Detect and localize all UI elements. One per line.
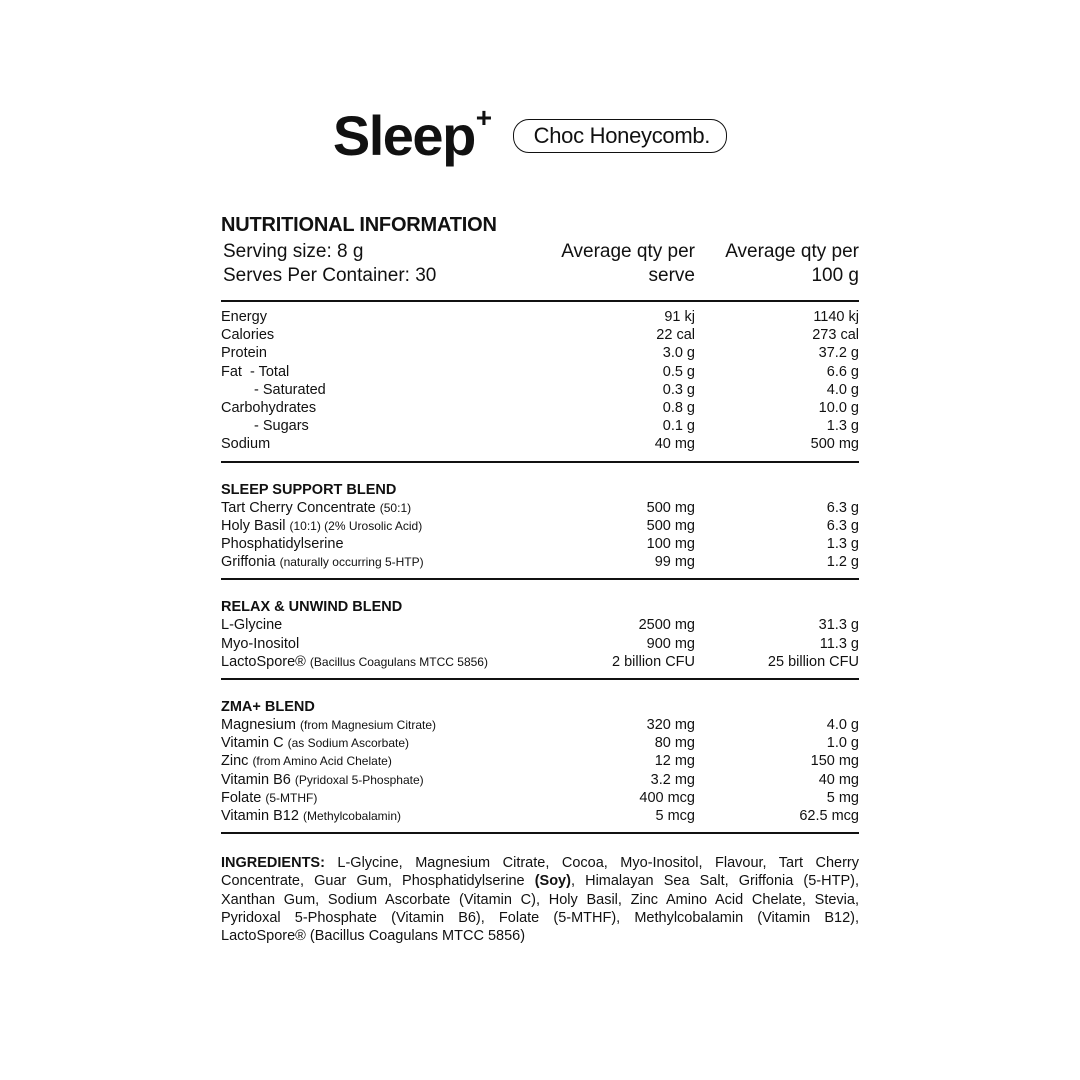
- ingredient-name: Zinc: [221, 753, 249, 770]
- ingredient-row: [221, 635, 859, 653]
- ingredient-row: [221, 553, 859, 571]
- per-serve-value: 91 kj: [664, 309, 695, 325]
- nutrient-name: Protein: [221, 345, 267, 362]
- ingredient-note: (5-MTHF): [265, 790, 318, 805]
- ingredient-row: [221, 789, 859, 807]
- nutrition-section: [221, 302, 859, 463]
- nutrient-name: Energy: [221, 309, 267, 325]
- ingredient-row: [221, 752, 859, 770]
- ingredient-row: [221, 535, 859, 553]
- per-serve-value: 12 mg: [654, 753, 695, 770]
- ingredient-name: Myo-Inositol: [221, 635, 300, 652]
- ingredient-name: Magnesium: [221, 717, 296, 734]
- ingredient-name: L-Glycine: [221, 617, 283, 634]
- nutrition-panel: [221, 214, 859, 945]
- ingredient-name-cell: [221, 807, 535, 825]
- per-100g-value: 500 mg: [810, 436, 859, 453]
- per-100g-value: 37.2 g: [818, 345, 859, 362]
- ingredients-statement: [221, 854, 859, 945]
- nutrient-row: [221, 435, 859, 453]
- per-serve-value: 3.0 g: [662, 345, 695, 362]
- nutrient-row: [221, 344, 859, 362]
- per-100g-value: 1.3 g: [826, 536, 859, 553]
- serves-per-container: Serves Per Container: 30: [223, 265, 437, 286]
- ingredient-row: [221, 653, 859, 671]
- column-header-per-100g: Average qty per 100 g: [725, 241, 859, 286]
- blend-section: [221, 680, 859, 834]
- ingredient-note: (Bacillus Coagulans MTCC 5856): [309, 654, 488, 669]
- ingredient-name-cell: [221, 635, 535, 653]
- ingredient-note: (50:1): [379, 500, 412, 515]
- nutrient-name: Fat - Total: [221, 363, 290, 380]
- ingredient-name-cell: [221, 716, 535, 734]
- ingredient-name-cell: [221, 752, 535, 770]
- per-serve-value: 400 mcg: [639, 789, 695, 806]
- ingredient-name-cell: [221, 535, 535, 553]
- ingredient-name-cell: [221, 653, 535, 671]
- ingredient-note: (Methylcobalamin): [302, 809, 401, 824]
- blends-container: [221, 463, 859, 835]
- per-100g-value: 1.2 g: [826, 554, 859, 571]
- blend-section: [221, 463, 859, 581]
- panel-title: NUTRITIONAL INFORMATION: [221, 214, 497, 236]
- ingredient-name-cell: [221, 616, 535, 634]
- ingredient-row: [221, 734, 859, 752]
- blend-title: RELAX & UNWIND BLEND: [221, 599, 403, 616]
- nutrient-row: [221, 363, 859, 381]
- per-serve-value: 22 cal: [656, 327, 695, 344]
- ingredient-name-cell: [221, 553, 535, 571]
- per-serve-value: 99 mg: [654, 554, 695, 571]
- per-100g-value: 1140 kj: [813, 309, 859, 325]
- ingredient-name: Tart Cherry Concentrate: [221, 499, 376, 516]
- ingredients-label: INGREDIENTS:: [221, 855, 325, 872]
- per-serve-value: 320 mg: [646, 717, 695, 734]
- ingredient-row: [221, 807, 859, 825]
- nutrient-row: [221, 399, 859, 417]
- nutrient-name: Sodium: [221, 436, 271, 453]
- product-header: [0, 102, 1080, 167]
- serving-header: [221, 240, 859, 302]
- ingredient-name: Vitamin C: [221, 735, 284, 752]
- per-serve-value: 2 billion CFU: [612, 653, 695, 670]
- per-serve-value: 0.3 g: [662, 381, 695, 398]
- per-100g-value: 40 mg: [818, 771, 859, 788]
- serving-info: [221, 240, 515, 288]
- per-serve-value: 2500 mg: [638, 617, 695, 634]
- ingredient-name-cell: [221, 734, 535, 752]
- per-serve-value: 80 mg: [654, 735, 695, 752]
- per-100g-value: 62.5 mcg: [799, 808, 859, 825]
- per-serve-value: 5 mcg: [655, 808, 695, 825]
- blend-title: ZMA+ BLEND: [221, 699, 315, 716]
- ingredient-name: Phosphatidylserine: [221, 536, 344, 553]
- blend-title: SLEEP SUPPORT BLEND: [221, 481, 397, 498]
- nutrient-name: - Sugars: [254, 418, 309, 435]
- ingredient-note: (10:1) (2% Urosolic Acid): [289, 518, 423, 533]
- ingredient-name: Vitamin B12: [221, 808, 299, 825]
- ingredient-row: [221, 517, 859, 535]
- flavour-badge: Choc Honeycomb.: [513, 119, 727, 153]
- per-100g-value: 6.6 g: [826, 363, 859, 380]
- nutrient-row: [221, 308, 859, 326]
- per-serve-value: 40 mg: [654, 436, 695, 453]
- blend-section: [221, 580, 859, 680]
- per-serve-value: 3.2 mg: [650, 771, 695, 788]
- column-header-per-serve: Average qty per serve: [561, 241, 695, 286]
- per-serve-value: 900 mg: [646, 635, 695, 652]
- ingredient-note: (naturally occurring 5-HTP): [279, 555, 424, 570]
- per-100g-value: 10.0 g: [818, 400, 859, 417]
- per-100g-value: 150 mg: [810, 753, 859, 770]
- per-serve-value: 0.8 g: [662, 400, 695, 417]
- ingredient-note: (from Magnesium Citrate): [299, 718, 437, 733]
- per-serve-value: 0.5 g: [662, 363, 695, 380]
- brand-superscript: +: [475, 102, 491, 133]
- per-serve-value: 100 mg: [646, 536, 695, 553]
- per-100g-value: 31.3 g: [818, 617, 859, 634]
- per-100g-value: 1.3 g: [826, 418, 859, 435]
- nutrient-row: [221, 417, 859, 435]
- per-100g-value: 4.0 g: [826, 381, 859, 398]
- serving-size: Serving size: 8 g: [223, 241, 364, 262]
- nutrient-name: - Saturated: [254, 381, 326, 398]
- brand-text: Sleep: [332, 104, 475, 167]
- ingredient-name: Vitamin B6: [221, 771, 291, 788]
- per-serve-value: 500 mg: [646, 517, 695, 534]
- ingredient-row: [221, 716, 859, 734]
- ingredient-name-cell: [221, 789, 535, 807]
- nutrient-row: [221, 381, 859, 399]
- per-100g-value: 25 billion CFU: [767, 653, 859, 670]
- per-100g-value: 5 mg: [826, 789, 859, 806]
- ingredients-text-1: L-Glycine, Magnesium Citrate, Cocoa, Myo-Inositol, Flavour, Tart Cherry Concentrate, Guar Gum, Phosphatidylserine: [221, 855, 859, 890]
- ingredient-row: [221, 499, 859, 517]
- ingredient-name: Griffonia: [221, 554, 276, 571]
- ingredient-note: (Pyridoxal 5-Phosphate): [294, 772, 424, 787]
- ingredient-name: Folate: [221, 789, 262, 806]
- product-name: [332, 102, 491, 167]
- per-serve-value: 500 mg: [646, 499, 695, 516]
- per-100g-value: 1.0 g: [826, 735, 859, 752]
- ingredient-row: [221, 771, 859, 789]
- nutrient-row: [221, 326, 859, 344]
- ingredients-text-2: , Himalayan Sea Salt, Griffonia (5-HTP), Xanthan Gum, Sodium Ascorbate (Vitamin C), Holy Basil, Zinc Amino Acid Chelate, Stevia, Pyridoxal 5-Phosphate (Vitamin B6), Folate (5-MTHF), Methylcobalamin (Vitamin B12), LactoSpore® (Bacillus Coagulans MTCC 5856): [221, 873, 859, 945]
- ingredient-note: (from Amino Acid Chelate): [252, 754, 392, 769]
- per-100g-value: 6.3 g: [826, 499, 859, 516]
- nutrient-name: Calories: [221, 327, 275, 344]
- ingredient-note: (as Sodium Ascorbate): [287, 736, 410, 751]
- per-100g-value: 11.3 g: [819, 635, 859, 652]
- ingredient-name: Holy Basil: [221, 517, 286, 534]
- per-100g-value: 6.3 g: [826, 517, 859, 534]
- per-serve-value: 0.1 g: [662, 418, 695, 435]
- ingredient-name-cell: [221, 499, 535, 517]
- ingredient-row: [221, 616, 859, 634]
- per-100g-value: 4.0 g: [826, 717, 859, 734]
- nutrient-name: Carbohydrates: [221, 400, 317, 417]
- ingredient-name-cell: [221, 517, 535, 535]
- allergen-soy: (Soy): [534, 873, 571, 890]
- per-100g-value: 273 cal: [812, 327, 859, 344]
- ingredient-name: LactoSpore®: [221, 653, 306, 670]
- ingredient-name-cell: [221, 771, 535, 789]
